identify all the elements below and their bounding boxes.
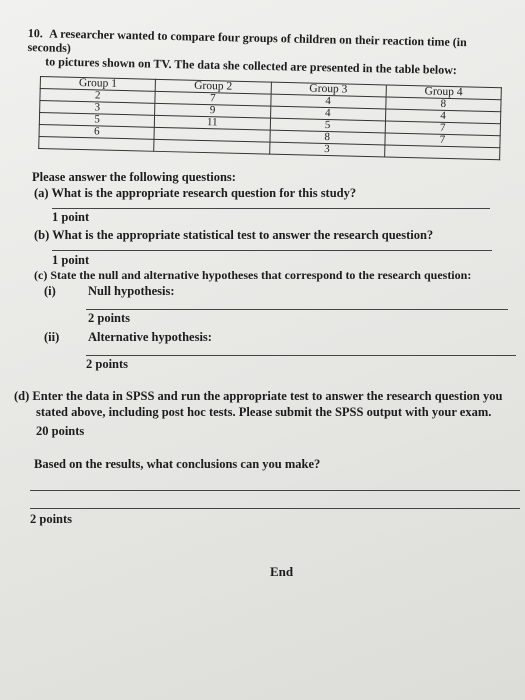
part-a-answer-line[interactable] — [52, 208, 490, 209]
part-c-i-number: (i) — [44, 284, 56, 298]
part-d-line2: stated above, including post hoc tests. Please submit the SPSS output with your exam. — [36, 405, 492, 419]
part-a-points: 1 point — [52, 210, 90, 224]
table-cell: 11 — [155, 115, 271, 130]
question-header — [27, 26, 498, 78]
part-b-points: 1 point — [52, 253, 90, 267]
table-cell: 4 — [385, 109, 501, 124]
table-cell: 4 — [270, 94, 386, 109]
table-cell: 5 — [39, 113, 155, 128]
question-text-line2: to pictures shown on TV. The data she collected are presented in the table below: — [45, 54, 458, 77]
alternative-hypothesis-answer-line[interactable] — [86, 355, 516, 356]
part-c-ii-label: Alternative hypothesis: — [88, 330, 212, 344]
question-number: 10. — [27, 26, 43, 41]
part-c-ii-number: (ii) — [44, 330, 60, 344]
part-c-label: (c) State the null and alternative hypotheses that correspond to the research question: — [34, 268, 472, 282]
table-cell — [39, 136, 155, 151]
table-cell — [384, 145, 500, 160]
part-c-i-label: Null hypothesis: — [88, 284, 175, 298]
table-cell: 3 — [269, 142, 385, 157]
instructions: Please answer the following questions: — [32, 170, 236, 184]
table-cell: 3 — [40, 101, 156, 116]
part-a-label: (a) What is the appropriate research question for this study? — [34, 186, 357, 200]
conclusion-answer-line-2[interactable] — [30, 508, 520, 509]
table-cell: 4 — [270, 106, 386, 121]
table-cell — [154, 139, 270, 154]
header-group2: Group 2 — [155, 79, 271, 94]
header-group3: Group 3 — [271, 82, 387, 97]
table-cell: 5 — [270, 118, 386, 133]
header-group1: Group 1 — [40, 77, 156, 92]
part-c-ii-points: 2 points — [86, 357, 129, 371]
end-text: End — [270, 564, 294, 579]
part-b-answer-line[interactable] — [52, 250, 492, 251]
conclusion-points: 2 points — [30, 512, 73, 526]
table-cell: 8 — [386, 97, 502, 112]
table-cell: 6 — [39, 124, 155, 139]
conclusion-answer-line-1[interactable] — [30, 490, 520, 491]
data-table — [38, 76, 502, 160]
table-cell: 9 — [155, 103, 271, 118]
part-d-line1: (d) Enter the data in SPSS and run the appropriate test to answer the research question you — [14, 389, 503, 403]
table-cell: 7 — [385, 121, 501, 136]
table-cell: 7 — [155, 91, 271, 106]
part-d-points: 20 points — [36, 424, 85, 438]
table-cell: 7 — [385, 133, 501, 148]
table-cell: 8 — [269, 130, 385, 145]
table-cell: 2 — [40, 89, 156, 104]
null-hypothesis-answer-line[interactable] — [86, 309, 508, 310]
conclusion-label: Based on the results, what conclusions can you make? — [34, 457, 321, 471]
part-b-label: (b) What is the appropriate statistical test to answer the research question? — [34, 228, 434, 242]
part-c-i-points: 2 points — [88, 311, 131, 325]
question-text-line1: A researcher wanted to compare four groups of children on their reaction time (in seconds) — [27, 26, 467, 55]
header-group4: Group 4 — [386, 85, 502, 100]
